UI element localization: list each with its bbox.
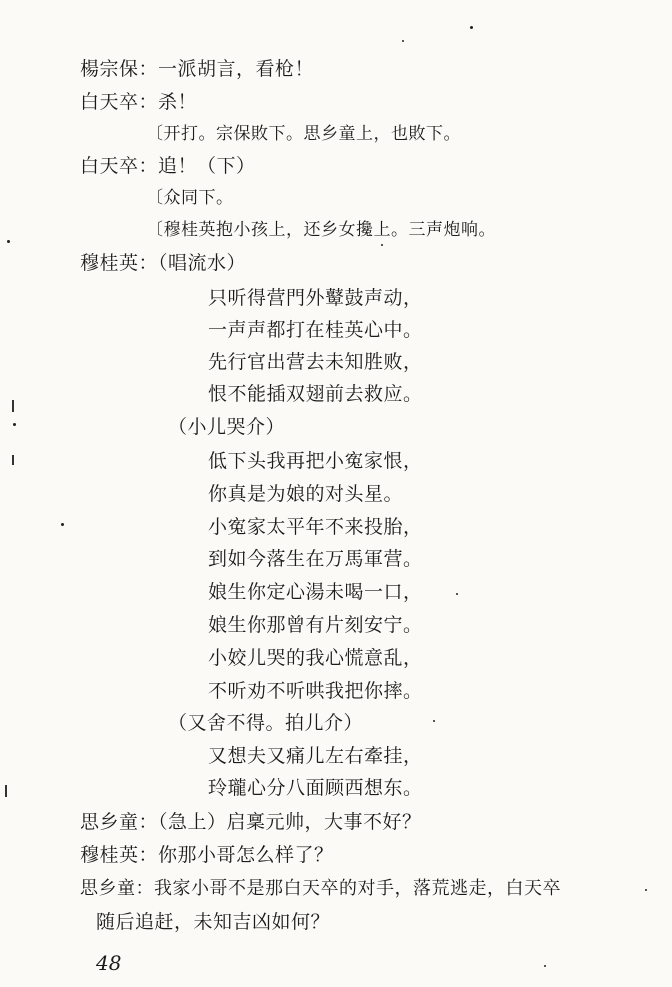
script-line [80, 251, 246, 275]
scan-speck [381, 244, 383, 246]
verse-line [208, 482, 403, 506]
stage-direction [146, 186, 234, 210]
stage-direction [168, 711, 363, 735]
verse-line [208, 646, 423, 670]
script-line [80, 57, 314, 81]
line-text: （小儿哭介） [168, 416, 286, 438]
scan-mark [12, 455, 14, 465]
speaker-label: 思乡童： [80, 878, 154, 899]
scan-speck [61, 523, 64, 526]
speaker-label: 白天卒： [80, 155, 159, 177]
scan-mark [12, 400, 14, 412]
line-text: 只听得营門外鼙鼓声动， [208, 287, 423, 309]
stage-direction [146, 218, 496, 242]
line-text: 小姣儿哭的我心慌意乱， [208, 647, 423, 669]
verse-line [208, 286, 423, 310]
line-text: 又想夫又痛儿左右牽挂， [208, 745, 423, 767]
verse-line [208, 580, 423, 604]
line-text: 你真是为娘的对头星。 [208, 483, 404, 505]
script-line [80, 90, 197, 114]
verse-line [208, 744, 423, 768]
line-text: 〔众同下。 [146, 188, 234, 208]
speaker-label: 思乡童： [80, 811, 159, 833]
script-line [80, 154, 256, 178]
verse-line [208, 547, 423, 571]
scan-speck [456, 593, 458, 595]
line-text: 一派胡言，看枪！ [158, 58, 315, 80]
script-line [80, 843, 334, 867]
line-text: （唱流水） [158, 252, 247, 274]
line-text: 到如今落生在万馬軍营。 [208, 548, 423, 570]
speaker-label: 楊宗保： [80, 58, 159, 80]
scan-speck [645, 889, 647, 891]
scan-speck [470, 26, 473, 29]
line-text: 一声声都打在桂英心中。 [208, 319, 423, 341]
verse-line [208, 318, 423, 342]
speaker-label: 穆桂英： [80, 844, 159, 866]
verse-line [208, 382, 423, 406]
line-text: 我家小哥不是那白天卒的对手，落荒逃走，白天卒 [154, 878, 561, 899]
line-text: 恨不能插双翅前去救应。 [208, 383, 423, 405]
line-text: 玲瓏心分八面顾西想东。 [208, 777, 423, 799]
scan-speck [433, 720, 435, 722]
line-text: 低下头我再把小寃家恨， [208, 450, 423, 472]
stage-direction [146, 122, 461, 146]
speaker-label: 穆桂英： [80, 252, 159, 274]
verse-line [208, 776, 423, 800]
line-text: （急上）启稟元帅，大事不好？ [158, 811, 422, 833]
line-text: 娘生你那曾有片刻安宁。 [208, 614, 423, 636]
scan-speck [544, 965, 546, 967]
stage-direction [168, 415, 285, 439]
line-text: 先行官出营去未知胜败， [208, 351, 423, 373]
scan-speck [402, 40, 404, 42]
scan-speck [13, 423, 16, 426]
line-text: 杀！ [158, 91, 198, 113]
line-text: 〔开打。宗保敗下。思乡童上，也敗下。 [146, 124, 461, 144]
verse-line [208, 613, 423, 637]
line-text: 你那小哥怎么样了？ [158, 844, 334, 866]
line-text: 娘生你定心湯未喝一口， [208, 581, 423, 603]
script-line-continuation [96, 910, 330, 934]
speaker-label: 白天卒： [80, 91, 159, 113]
verse-line [208, 679, 423, 703]
scan-mark [5, 785, 7, 797]
line-text: 随后追赶，未知吉凶如何？ [96, 911, 331, 933]
verse-line [208, 449, 423, 473]
line-text: （又舍不得。拍儿介） [168, 712, 364, 734]
line-text: 〔穆桂英抱小孩上，还乡女攙上。三声炮响。 [146, 220, 496, 240]
line-text: 不听劝不听哄我把你摔。 [208, 680, 423, 702]
page-number: 48 [96, 951, 122, 975]
line-text: 小寃家太平年不来投胎， [208, 516, 423, 538]
line-text: 追！（下） [158, 155, 256, 177]
verse-line [208, 350, 423, 374]
scan-speck [7, 240, 10, 243]
verse-line [208, 515, 423, 539]
script-line [80, 810, 422, 834]
script-line [80, 877, 561, 901]
